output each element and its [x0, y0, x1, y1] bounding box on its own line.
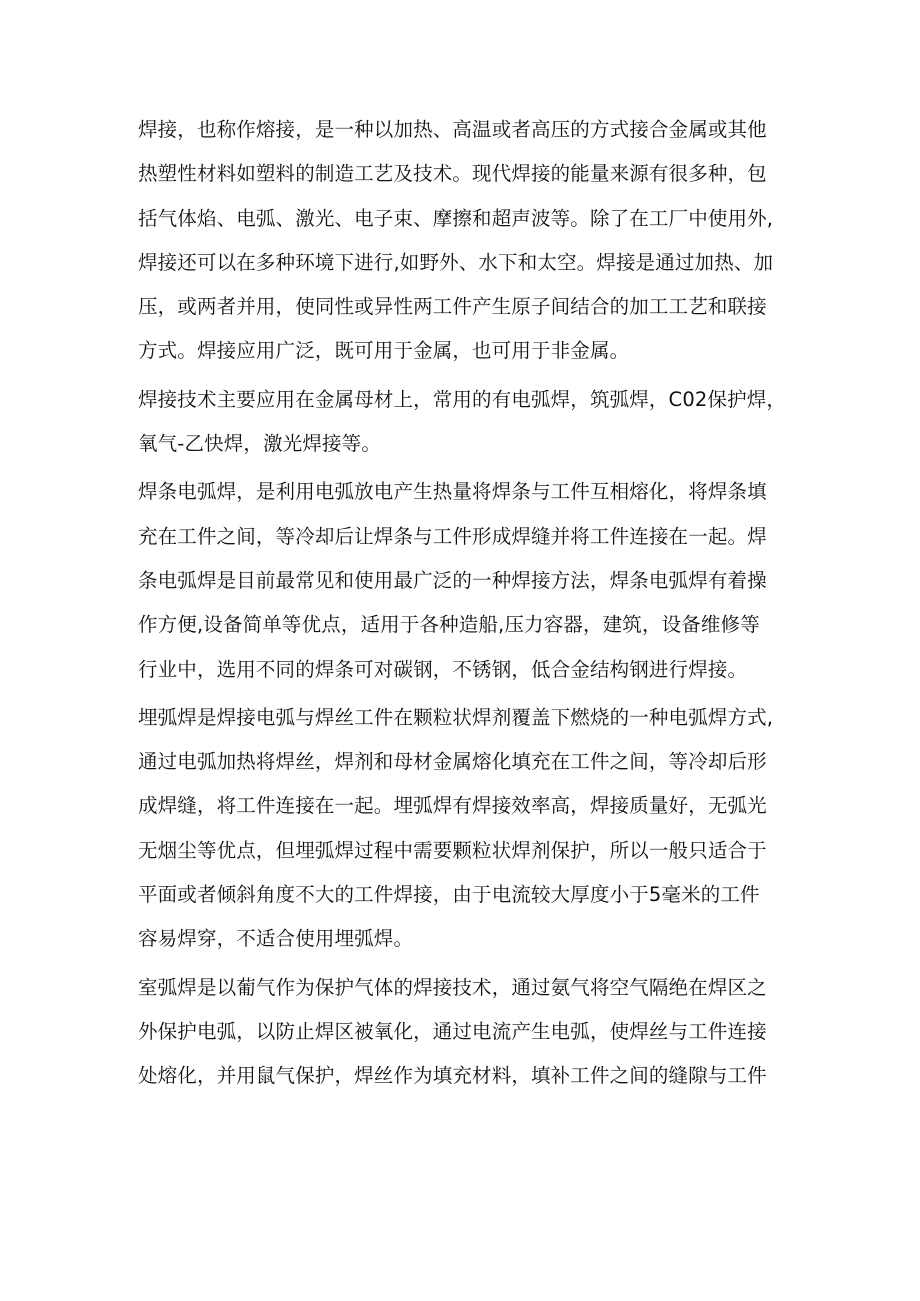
- text-line: 焊接，也称作熔接，是一种以加热、高温或者高压的方式接合金属或其他: [138, 118, 767, 141]
- text-line: 方式。焊接应用广泛，既可用于金属，也可用于非金属。: [138, 339, 630, 363]
- text-line: 压，或两者并用，使同性或异性两工件产生原子间结合的加工工艺和联接: [138, 295, 767, 319]
- paragraph-submerged-arc-welding: [138, 696, 798, 962]
- text-line: 作方便,设备简单等优点，适用于各种造船,压力容器，建筑，设备维修等: [138, 613, 760, 637]
- text-line: 处熔化，并用鼠气保护，焊丝作为填充材料，填补工件之间的缝隙与工件: [138, 1064, 767, 1088]
- paragraph-welding-definition: [138, 108, 798, 374]
- text-line: 容易焊穿，不适合使用埋弧焊。: [138, 927, 414, 951]
- text-line: 焊接技术主要应用在金属母材上，常用的有电弧焊，筑弧焊，C02保护焊，: [138, 387, 787, 411]
- text-line: 无烟尘等优点，但埋弧焊过程中需要颗粒状焊剂保护，所以一般只适合于: [138, 838, 767, 862]
- text-line: 括气体焰、电弧、激光、电子束、摩擦和超声波等。除了在工厂中使用外,: [138, 206, 774, 230]
- text-line: 充在工件之间，等冷却后让焊条与工件形成焊缝并将工件连接在一起。焊: [138, 524, 767, 548]
- text-line: 通过电弧加热将焊丝，焊剂和母材金属熔化填充在工件之间，等冷却后形: [138, 750, 767, 774]
- text-line: 焊接还可以在多种环境下进行,如野外、水下和太空。焊接是通过加热、加: [138, 250, 774, 274]
- text-line: 外保护电弧，以防止焊区被氧化，通过电流产生电弧，使焊丝与工件连接: [138, 1019, 767, 1043]
- text-line: 成焊缝，将工件连接在一起。埋弧焊有焊接效率高，焊接质量好，无弧光: [138, 794, 767, 818]
- text-line: 条电弧焊是目前最常见和使用最广泛的一种焊接方法，焊条电弧焊有着操: [138, 568, 767, 592]
- text-line: 焊条电弧焊，是利用电弧放电产生热量将焊条与工件互相熔化，将焊条填: [138, 480, 767, 504]
- document-body: [138, 108, 798, 1103]
- text-line: 室弧焊是以葡气作为保护气体的焊接技术，通过氨气将空气隔绝在焊区之: [138, 975, 767, 999]
- text-line: 平面或者倾斜角度不大的工件焊接，由于电流较大厚度小于5毫米的工件: [138, 883, 760, 907]
- paragraph-argon-arc-welding: [138, 966, 798, 1099]
- text-line: 热塑性材料如塑料的制造工艺及技术。现代焊接的能量来源有很多种，包: [138, 162, 767, 186]
- text-line: 氧气-乙快焊，激光焊接等。: [138, 432, 381, 456]
- paragraph-electrode-arc-welding: [138, 470, 798, 691]
- text-line: 埋弧焊是焊接电弧与焊丝工件在颗粒状焊剂覆盖下燃烧的一种电弧焊方式,: [138, 705, 774, 729]
- text-line: 行业中，选用不同的焊条可对碳钢，不锈钢，低合金结构钢进行焊接。: [138, 657, 748, 681]
- paragraph-welding-methods: [138, 378, 798, 467]
